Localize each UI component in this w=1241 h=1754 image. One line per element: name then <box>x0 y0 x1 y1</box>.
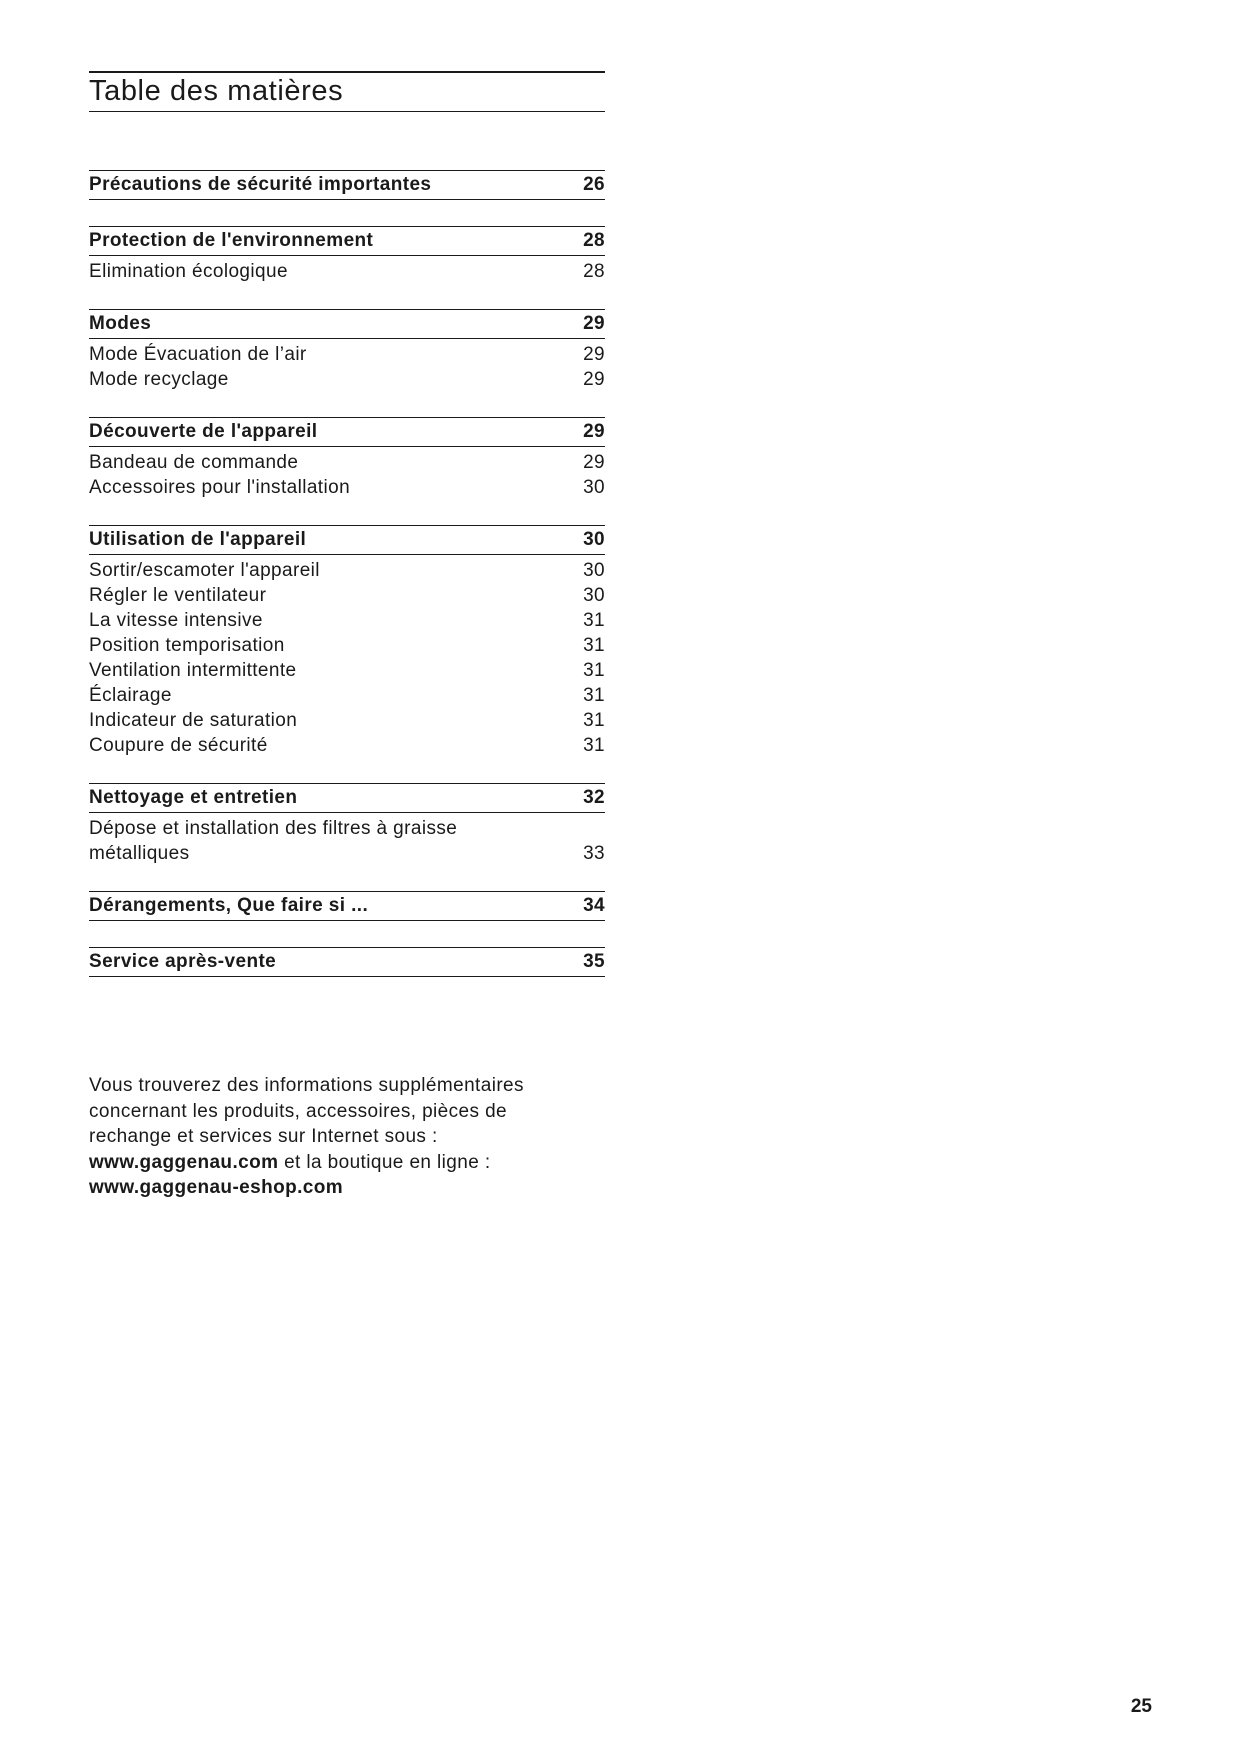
toc-section-heading[interactable] <box>89 783 605 813</box>
toc-heading-label: Service après-vente <box>89 951 277 972</box>
toc-heading-page: 29 <box>583 313 605 334</box>
gaggenau-link[interactable]: www.gaggenau.com <box>89 1151 279 1173</box>
toc-item-list <box>89 813 605 866</box>
table-of-contents <box>89 170 605 977</box>
toc-section <box>89 947 605 977</box>
toc-item-page: 31 <box>583 635 605 656</box>
toc-item-page: 31 <box>583 660 605 681</box>
toc-item[interactable] <box>89 367 605 392</box>
toc-item-page: 31 <box>583 735 605 756</box>
toc-item-page: 29 <box>583 369 605 390</box>
toc-section-heading[interactable] <box>89 226 605 256</box>
info-paragraph <box>89 1073 589 1201</box>
toc-item-page: 30 <box>583 585 605 606</box>
toc-item-list <box>89 555 605 758</box>
toc-heading-page: 30 <box>583 529 605 550</box>
info-line-3: rechange et services sur Internet sous : <box>89 1126 438 1147</box>
toc-item[interactable] <box>89 342 605 367</box>
toc-item[interactable] <box>89 708 605 733</box>
toc-item-label: Indicateur de saturation <box>89 710 298 731</box>
toc-item-label: Régler le ventilateur <box>89 585 267 606</box>
toc-section-heading[interactable] <box>89 947 605 977</box>
toc-item[interactable] <box>89 733 605 758</box>
toc-item-page: 31 <box>583 685 605 706</box>
toc-item-label: Sortir/escamoter l'appareil <box>89 560 320 581</box>
gaggenau-eshop-link[interactable]: www.gaggenau-eshop.com <box>89 1177 344 1198</box>
toc-heading-label: Utilisation de l'appareil <box>89 529 307 550</box>
toc-item-label: Mode recyclage <box>89 369 229 390</box>
toc-section <box>89 891 605 921</box>
toc-item-page: 33 <box>583 843 605 864</box>
toc-heading-label: Modes <box>89 313 152 334</box>
toc-heading-page: 29 <box>583 421 605 442</box>
toc-item[interactable] <box>89 683 605 708</box>
toc-item-label: Accessoires pour l'installation <box>89 477 351 498</box>
toc-item-page: 29 <box>583 452 605 473</box>
toc-item-page: 30 <box>583 477 605 498</box>
toc-item-label: Mode Évacuation de l’air <box>89 344 307 365</box>
toc-item-page: 28 <box>583 261 605 282</box>
toc-item-page: 31 <box>583 610 605 631</box>
toc-section-heading[interactable] <box>89 525 605 555</box>
toc-item[interactable] <box>89 816 605 866</box>
info-line-4: et la boutique en ligne : <box>278 1151 491 1173</box>
toc-item-label: Position temporisation <box>89 635 285 656</box>
toc-item-label: Coupure de sécurité <box>89 735 268 756</box>
toc-item-label: Elimination écologique <box>89 261 288 282</box>
toc-item-page: 31 <box>583 710 605 731</box>
toc-heading-page: 34 <box>583 895 605 916</box>
toc-heading-label: Nettoyage et entretien <box>89 787 298 808</box>
toc-heading-label: Dérangements, Que faire si ... <box>89 895 369 916</box>
toc-item[interactable] <box>89 583 605 608</box>
toc-item[interactable] <box>89 658 605 683</box>
toc-heading-page: 32 <box>583 787 605 808</box>
toc-section <box>89 226 605 284</box>
toc-item[interactable] <box>89 450 605 475</box>
toc-section-heading[interactable] <box>89 417 605 447</box>
toc-item-label: Bandeau de commande <box>89 452 299 473</box>
page-number: 25 <box>1130 1696 1152 1717</box>
toc-section-heading[interactable] <box>89 170 605 200</box>
toc-heading-label: Précautions de sécurité importantes <box>89 174 432 195</box>
info-line-1: Vous trouverez des informations supplémentaires <box>89 1075 524 1096</box>
toc-section <box>89 783 605 866</box>
toc-item-label: Dépose et installation des filtres à graisse métalliques <box>89 818 458 864</box>
toc-section <box>89 309 605 392</box>
toc-heading-page: 28 <box>583 230 605 251</box>
toc-item-list <box>89 447 605 500</box>
toc-heading-page: 26 <box>583 174 605 195</box>
toc-item-label: Éclairage <box>89 685 172 706</box>
toc-section <box>89 525 605 758</box>
toc-section-heading[interactable] <box>89 891 605 921</box>
toc-item[interactable] <box>89 558 605 583</box>
toc-item[interactable] <box>89 608 605 633</box>
info-line-2: concernant les produits, accessoires, pièces de <box>89 1100 508 1122</box>
toc-heading-page: 35 <box>583 951 605 972</box>
title-block <box>89 71 605 112</box>
toc-item[interactable] <box>89 475 605 500</box>
toc-heading-label: Découverte de l'appareil <box>89 421 318 442</box>
toc-item-label: Ventilation intermittente <box>89 660 297 681</box>
document-page <box>89 71 605 1003</box>
toc-item-list <box>89 256 605 284</box>
toc-item-page: 30 <box>583 560 605 581</box>
toc-heading-label: Protection de l'environnement <box>89 230 374 251</box>
page-title: Table des matières <box>89 75 344 107</box>
toc-item[interactable] <box>89 259 605 284</box>
toc-item-label: La vitesse intensive <box>89 610 263 631</box>
toc-section <box>89 170 605 200</box>
toc-section-heading[interactable] <box>89 309 605 339</box>
toc-item[interactable] <box>89 633 605 658</box>
toc-item-page: 29 <box>583 344 605 365</box>
toc-item-list <box>89 339 605 392</box>
toc-section <box>89 417 605 500</box>
